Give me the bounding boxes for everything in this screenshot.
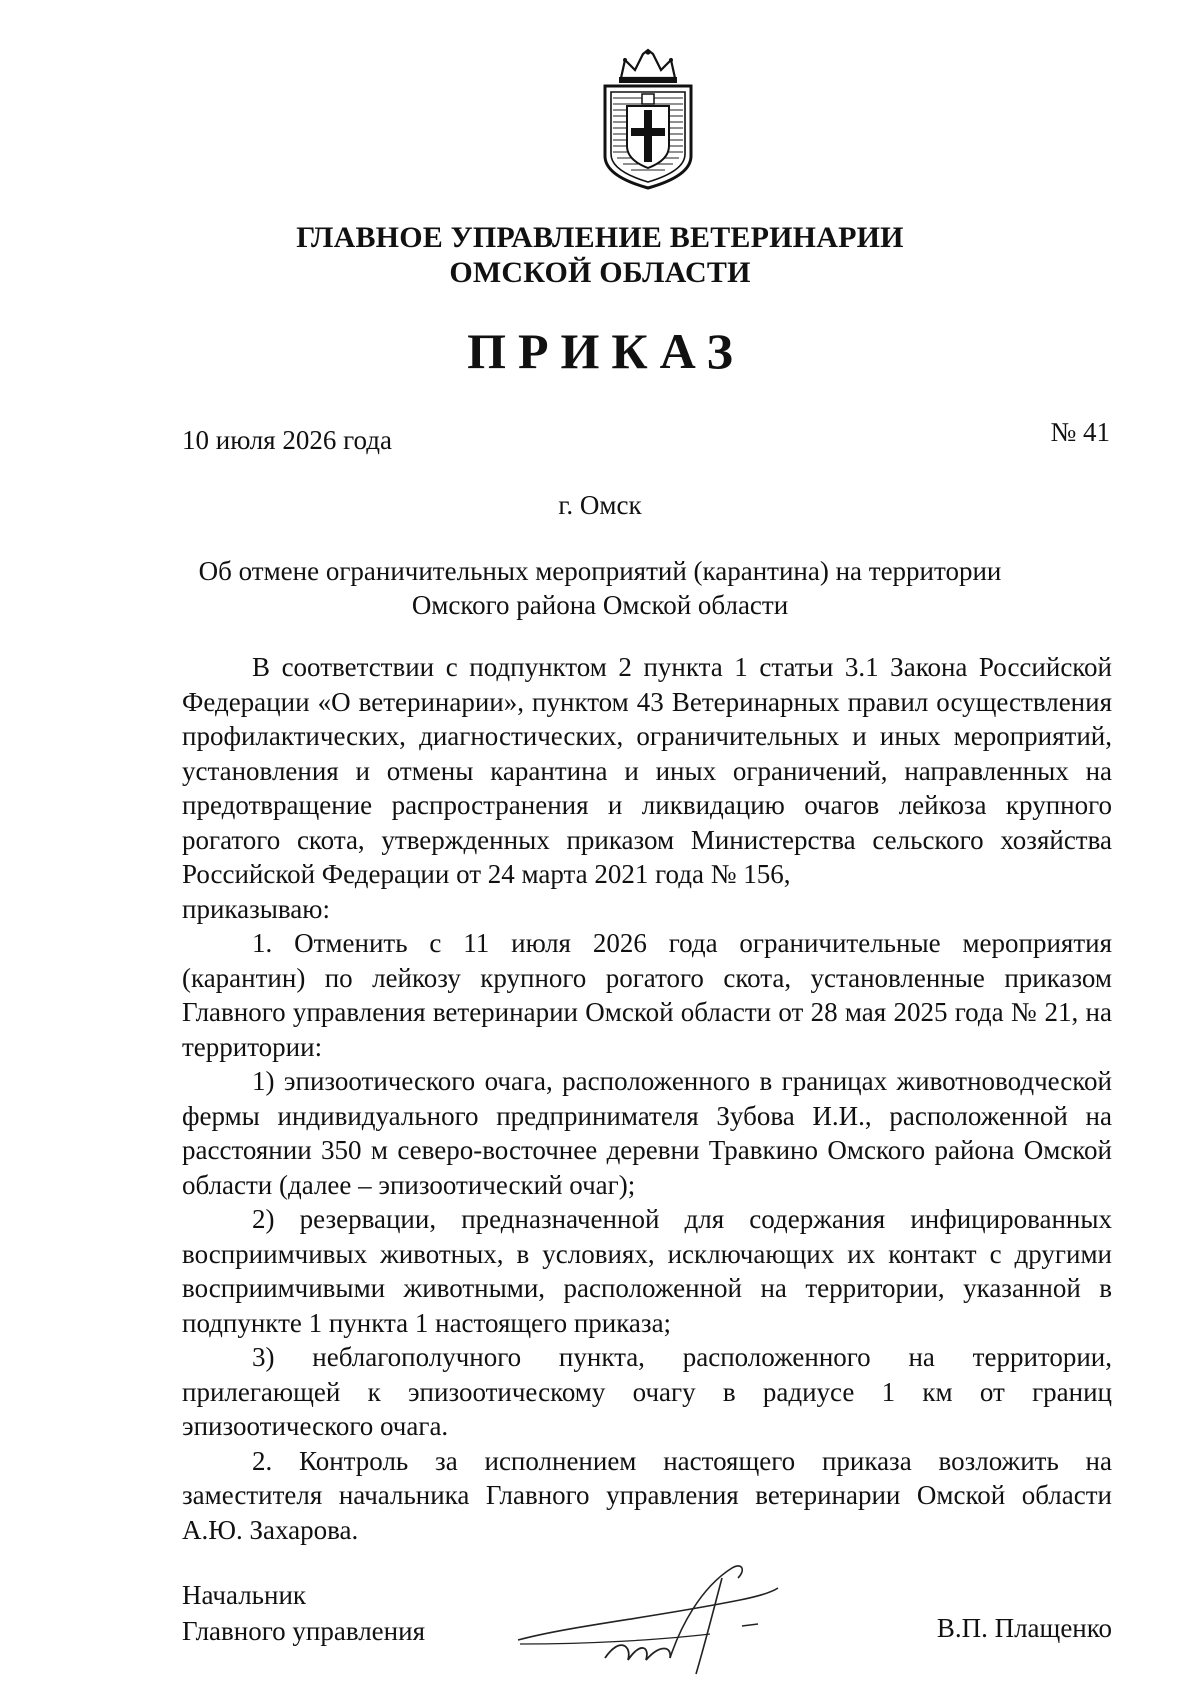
document-subject-line2: Омского района Омской области	[411, 590, 789, 620]
signatory-position-line2: Главного управления	[182, 1616, 425, 1646]
document-body	[182, 650, 1112, 1547]
item-1-paragraph: 1. Отменить с 11 июля 2026 года ограничительные мероприятия (карантин) по лейкозу крупного рогатого скота, установленные приказом Главного управления ветеринарии Омской области от 28 мая 2025 года № 21, на территории:	[182, 928, 1112, 1062]
document-subject-line1: Об отмене ограничительных мероприятий (карантина) на территории	[198, 556, 1002, 586]
signatory-position-line1: Начальник	[182, 1580, 307, 1610]
document-date: 10 июля 2026 года	[182, 425, 392, 455]
subitem-1-paragraph: 1) эпизоотического очага, расположенного в границах животноводческой фермы индивидуального предпринимателя Зубова И.И., расположенной на расстоянии 350 м северо-восточнее деревни Травкино Омского района Омской области (далее – эпизоотический очаг);	[182, 1066, 1112, 1200]
item-2-paragraph: 2. Контроль за исполнением настоящего приказа возложить на заместителя начальника Главного управления ветеринарии Омской области А.Ю. Захарова.	[182, 1445, 1112, 1545]
organization-name-line2: ОМСКОЙ ОБЛАСТИ	[449, 256, 751, 289]
preamble-paragraph: В соответствии с подпунктом 2 пункта 1 статьи 3.1 Закона Российской Федерации «О ветеринарии», пунктом 43 Ветеринарных правил осуществления профилактических, диагностических, ограничительных и иных мероприятий, установления и отмены карантина и иных ограничений, направленных на предотвращение распространения и ликвидацию очагов лейкоза крупного рогатого скота, утвержденных приказом Министерства сельского хозяйства Российской Федерации от 24 марта 2021 года № 156,	[182, 652, 1112, 889]
document-city: г. Омск	[558, 490, 642, 520]
subitem-2-paragraph: 2) резервации, предназначенной для содержания инфицированных восприимчивых животных, в условиях, исключающих их контакт с другими восприимчивыми животными, расположенной на территории, указанной в подпункте 1 пункта 1 настоящего приказа;	[182, 1204, 1112, 1338]
document-number: № 41	[1050, 417, 1110, 447]
handwritten-signature	[510, 1548, 820, 1678]
organization-name-line1: ГЛАВНОЕ УПРАВЛЕНИЕ ВЕТЕРИНАРИИ	[296, 221, 904, 254]
order-word: приказываю:	[182, 893, 330, 924]
signatory-name: В.П. Плащенко	[936, 1613, 1112, 1643]
signatory-position	[182, 1577, 425, 1649]
subitem-3-paragraph: 3) неблагополучного пункта, расположенного на территории, прилегающей к эпизоотическому очагу в радиусе 1 км от границ эпизоотического очага.	[182, 1342, 1112, 1441]
coat-of-arms-icon	[587, 48, 709, 190]
document-title: ПРИКАЗ	[467, 323, 745, 379]
